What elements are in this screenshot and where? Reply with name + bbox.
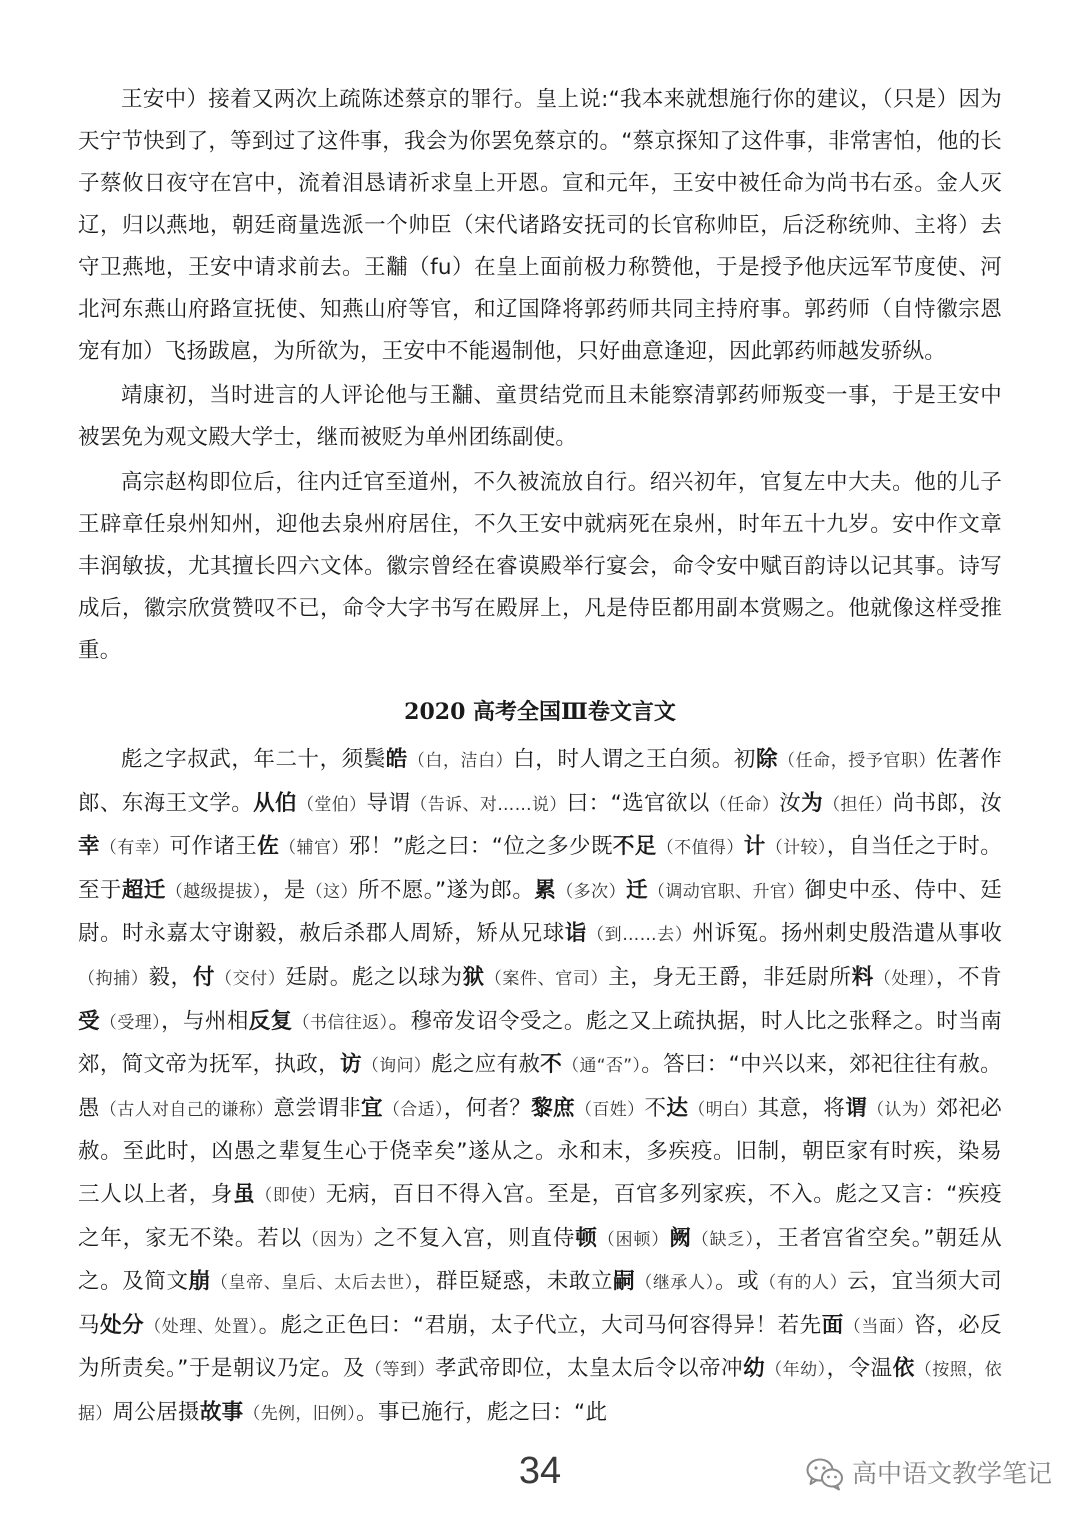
- key-word: 黎庶: [531, 1095, 576, 1121]
- annotation-note: （计较）: [765, 838, 827, 859]
- passage-text: 其意，将: [757, 1095, 846, 1121]
- annotation-note: （继承人）: [635, 1273, 715, 1294]
- passage-text: ，王者宫省空矣。”朝廷从之。及简文: [78, 1225, 1003, 1295]
- passage-text: 导谓: [366, 790, 411, 816]
- annotation-note: （担任）: [823, 794, 893, 815]
- key-word: 幼: [743, 1356, 766, 1382]
- passage-text: 白，时人谓之王白须。初: [513, 747, 756, 772]
- key-word: 阙: [669, 1225, 692, 1251]
- annotation-note: （按照，依据）: [78, 1360, 1003, 1424]
- annotation-note: （通“否”）: [562, 1056, 642, 1077]
- key-word: 依: [892, 1356, 915, 1382]
- passage-text: 郊祀必赦。至此时，凶愚之辈复生心于侥幸矣”遂从之。永和末，多疾疫。旧制，朝臣家有时疾，染易三人以上者，身: [78, 1095, 1003, 1207]
- passage-text: 御史中丞、侍中、廷尉。时永嘉太守谢毅，赦后杀郡人周矫，矫从兄球: [78, 877, 1003, 947]
- key-word: 从伯: [253, 790, 297, 816]
- passage-text: 尚书郎，汝: [892, 790, 1003, 816]
- passage-text: ，不肯: [935, 964, 1002, 990]
- key-word: 佐: [257, 834, 280, 860]
- key-word: 狱: [462, 964, 485, 990]
- key-word: 为: [801, 790, 824, 816]
- annotation-note: （多次）: [556, 881, 626, 902]
- annotation-note: （合适）: [382, 1099, 444, 1120]
- key-word: 故事: [199, 1399, 244, 1425]
- annotation-note: （因为）: [302, 1229, 374, 1250]
- passage-text: 毅，: [148, 964, 193, 990]
- key-word: 付: [192, 964, 215, 990]
- key-word: 崩: [188, 1269, 211, 1295]
- annotation-note: （堂伯）: [296, 794, 367, 815]
- passage-text: 佐著作郎、东海王文学。: [78, 747, 1003, 816]
- annotation-note: （案件、官司）: [484, 968, 609, 989]
- passage-text: 州诉冤。扬州刺史殷浩遣从事收: [692, 921, 1003, 947]
- passage-text: 所不愿。”遂为郎。: [358, 877, 535, 903]
- passage-text: 不: [644, 1095, 667, 1121]
- annotation-note: （交付）: [214, 968, 286, 989]
- key-word: 访: [339, 1052, 362, 1078]
- annotation-note: （越级提拔）: [165, 881, 262, 902]
- annotation-note: （任命）: [709, 794, 780, 815]
- passage-text: ，与州相: [161, 1008, 249, 1034]
- passage-text: ，何者？: [443, 1095, 532, 1121]
- annotation-note: （等到）: [364, 1360, 436, 1381]
- section-title: 2020 高考全国Ⅲ卷文言文: [404, 699, 676, 725]
- annotation-note: （认为）: [867, 1099, 937, 1120]
- passage-text: 主，身无王爵，非廷尉所: [608, 964, 852, 990]
- annotation-note: （当面）: [843, 1316, 915, 1337]
- passage-text: 。或: [714, 1269, 760, 1295]
- annotation-note: （不值得）: [656, 838, 744, 859]
- annotation-note: （书信往返）: [292, 1012, 389, 1033]
- annotation-note: （这）: [305, 881, 359, 902]
- wechat-icon: [806, 1457, 844, 1491]
- annotation-note: （受理）: [99, 1012, 162, 1033]
- passage-text: ，群臣疑惑，未敢立: [413, 1269, 614, 1295]
- key-word: 料: [851, 964, 874, 990]
- passage-text: 邪！”彪之曰：“位之多少既: [348, 834, 613, 860]
- annotation-note: （辅官）: [279, 838, 349, 859]
- annotation-note: （调动官职、升官）: [647, 881, 805, 902]
- passage-text: 彪之应有赦: [431, 1052, 541, 1078]
- passage-text: 汝: [779, 790, 802, 816]
- passage-text: 之不复入宫，则直侍: [373, 1225, 576, 1251]
- passage-text: 可作诸王: [169, 834, 258, 860]
- translation-paragraph-1: 王安中）接着又两次上疏陈述蔡京的罪行。皇上说:“我本来就想施行你的建议，（只是）因为天宁节快到了，等到过了这件事，我会为你罢免蔡京的。“蔡京探知了这件事，非常害怕，他的长子蔡攸日夜守在宫中，流着泪恳请祈求皇上开恩。宣和元年，王安中被任命为尚书右丞。金人灭辽，归以燕地，朝廷商量选派一个帅臣（宋代诸路安抚司的长官称帅臣，后泛称统帅、主将）去守卫燕地，王安中请求前去。王黼（fu）在皇上面前极力称赞他，于是授予他庆远军节度使、河北河东燕山府路宣抚使、知燕山府等官，和辽国降将郭药师共同主持府事。郭药师（自恃徽宗恩宠有加）飞扬跋扈，为所欲为，王安中不能遏制他，只好曲意逢迎，因此郭药师越发骄纵。: [78, 87, 1002, 364]
- key-word: 累: [534, 877, 557, 903]
- passage-text: 周公居摄: [112, 1399, 200, 1425]
- key-word: 受: [78, 1008, 100, 1034]
- key-word: 除: [755, 747, 779, 772]
- passage-text: 。穆帝发诏令受之。彪之又上疏执据，时人比之张释之。时当南郊，简文帝为抚军，执政，: [78, 1008, 1002, 1078]
- annotation-note: （有幸）: [99, 838, 170, 859]
- key-word: 宜: [360, 1095, 383, 1121]
- annotation-note: （白，洁白）: [407, 751, 514, 771]
- annotation-note: （困顿）: [597, 1229, 670, 1250]
- annotation-note: （缺乏）: [691, 1229, 755, 1250]
- passage-text: 廷尉。彪之以球为: [285, 964, 463, 990]
- page-number: 34: [518, 1450, 562, 1492]
- key-word: 不: [540, 1052, 563, 1078]
- key-word: 超迁: [121, 877, 166, 903]
- annotation-note: （有的人）: [759, 1273, 848, 1294]
- passage-text: ，是: [261, 877, 306, 903]
- passage-text: 孝武帝即位，太皇太后令以帝冲: [435, 1356, 744, 1382]
- annotation-note: （询问）: [361, 1056, 432, 1077]
- passage-text: 无病，百日不得入宫。至是，百官多列家疾，不入。彪之又言：“疾疫之年，家无不染。若以: [78, 1181, 1002, 1251]
- key-word: 嗣: [613, 1269, 636, 1295]
- passage-text: ，令温: [826, 1356, 893, 1382]
- passage-text: ，自当任之于时。至于: [78, 834, 1002, 903]
- key-word: 达: [666, 1095, 689, 1121]
- annotation-note: （任命，授予官职）: [778, 751, 937, 771]
- annotation-note: （古人对自己的谦称）: [99, 1099, 274, 1120]
- passage-text: 彪之字叔武，年二十，须鬓: [121, 747, 386, 772]
- key-word: 顿: [575, 1225, 598, 1251]
- annotation-note: （拘捕）: [78, 968, 149, 989]
- watermark-text: 高中语文教学笔记: [851, 1459, 1052, 1488]
- passage-text: 云，宜当须大司马: [78, 1269, 1002, 1338]
- watermark: [806, 1456, 1052, 1492]
- key-word: 虽: [233, 1181, 256, 1207]
- annotation-note: （即使）: [255, 1185, 326, 1206]
- key-word: 面: [821, 1312, 844, 1338]
- annotation-note: （处理）: [873, 968, 936, 989]
- annotation-note: （到……去）: [587, 925, 693, 946]
- annotation-note: （皇帝、皇后、太后去世）: [210, 1273, 414, 1294]
- key-word: 诣: [564, 921, 588, 947]
- key-word: 计: [743, 834, 766, 860]
- key-word: 迁: [625, 877, 648, 903]
- translation-paragraph-3: 高宗赵构即位后，往内迁官至道州，不久被流放自行。绍兴初年，官复左中大夫。他的儿子王辟章任泉州知州，迎他去泉州府居住，不久王安中就病死在泉州，时年五十九岁。安中作文章丰润敏拔，尤其擅长四六文体。徽宗曾经在睿谟殿举行宴会，命令安中赋百韵诗以记其事。诗写成后，徽宗欣赏赞叹不已，命令大字书写在殿屏上，凡是侍臣都用副本赏赐之。他就像这样受推重。: [78, 470, 1002, 663]
- passage-text: 。彪之正色曰：“君崩，太子代立，大司马何容得异！若先: [258, 1312, 822, 1338]
- annotation-note: （处理、处置）: [144, 1316, 259, 1337]
- key-word: 皓: [385, 747, 408, 772]
- passage-text: 。事已施行，彪之曰：“此: [356, 1399, 608, 1425]
- passage-text: 意尝谓非: [273, 1095, 361, 1121]
- annotation-note: （先例，旧例）: [243, 1403, 357, 1424]
- passage-text: 。答曰：“中兴以来，郊祀往往有赦。愚: [78, 1052, 1002, 1121]
- key-word: 反复: [248, 1008, 293, 1034]
- passage-text: 曰：“选官欲以: [566, 790, 710, 816]
- annotation-note: （明白）: [688, 1099, 758, 1120]
- annotation-note: （告诉、对……说）: [410, 794, 567, 815]
- key-word: 幸: [78, 834, 100, 860]
- annotation-note: （年幼）: [765, 1360, 827, 1381]
- key-word: 谓: [845, 1095, 868, 1121]
- key-word: 处分: [100, 1312, 145, 1338]
- passage-text: 咨，必反为所责矣。”于是朝议乃定。及: [78, 1312, 1002, 1382]
- translation-paragraph-2: 靖康初，当时进言的人评论他与王黼、童贯结党而且未能察清郭药师叛变一事，于是王安中被罢免为观文殿大学士，继而被贬为单州团练副使。: [78, 383, 1002, 450]
- classical-chinese-passage: [78, 739, 1002, 1436]
- key-word: 不足: [612, 834, 657, 860]
- annotation-note: （百姓）: [575, 1099, 645, 1120]
